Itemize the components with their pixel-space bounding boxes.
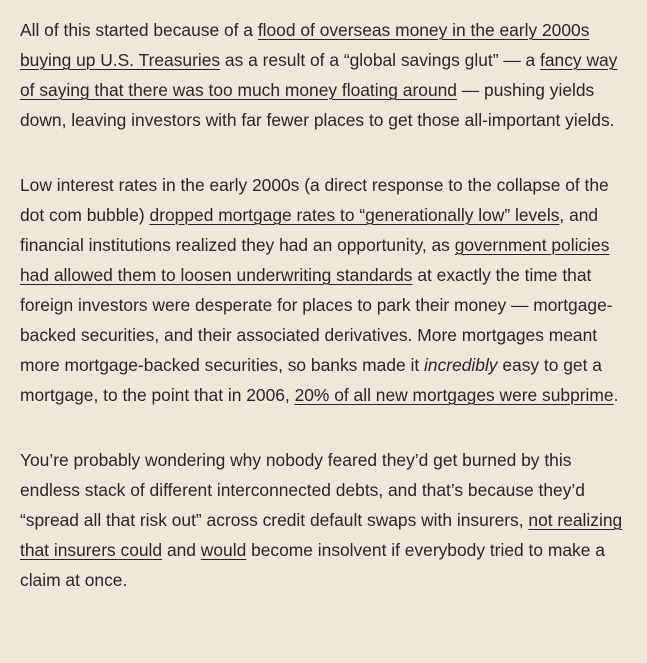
- article-body: [20, 15, 630, 630]
- paragraph-2: [20, 170, 630, 410]
- paragraph-2-text-5: .: [613, 385, 619, 405]
- paragraph-2-text-2: , and financial institutions realized they had an opportunity, as: [20, 205, 599, 255]
- paragraph-2-text-1: Low interest rates in the early 2000s (a direct response to the collapse of the dot com bubble): [20, 175, 609, 225]
- link-too-much-money[interactable]: fancy way of saying that there was too much money floating around: [20, 50, 618, 100]
- link-underwriting-standards[interactable]: government policies had allowed them to loosen underwriting standards: [20, 235, 610, 285]
- paragraph-1: [20, 15, 630, 135]
- emphasis-incredibly: incredibly: [424, 355, 498, 375]
- link-mortgage-rates[interactable]: dropped mortgage rates to “generationally low” levels: [149, 205, 560, 225]
- paragraph-1-text-2: as a result of a “global savings glut” — a: [220, 50, 541, 70]
- paragraph-2-text-3: at exactly the time that foreign investors were desperate for places to park their money — mortgage-backed securities, and their associated derivatives. More mortgages meant more mortgage-backed securities, so banks made it: [20, 265, 613, 375]
- link-insurers-could[interactable]: not realizing that insurers could: [20, 510, 623, 560]
- paragraph-3-text-1: You’re probably wondering why nobody feared they’d get burned by this endless stack of different interconnected debts, and that’s because they’d “spread all that risk out” across credit default swaps with insurers,: [20, 450, 585, 530]
- paragraph-3-text-3: become insolvent if everybody tried to make a claim at once.: [20, 540, 605, 590]
- paragraph-2-text-4: easy to get a mortgage, to the point that in 2006,: [20, 355, 602, 405]
- paragraph-1-text-3: — pushing yields down, leaving investors with far fewer places to get those all-important yields.: [20, 80, 615, 130]
- paragraph-3: [20, 445, 630, 595]
- link-subprime-mortgages[interactable]: 20% of all new mortgages were subprime: [294, 385, 614, 405]
- paragraph-1-text-1: All of this started because of a: [20, 20, 258, 40]
- paragraph-3-text-2: and: [162, 540, 201, 560]
- link-overseas-money[interactable]: flood of overseas money in the early 2000s buying up U.S. Treasuries: [20, 20, 590, 70]
- link-would[interactable]: would: [200, 540, 247, 560]
